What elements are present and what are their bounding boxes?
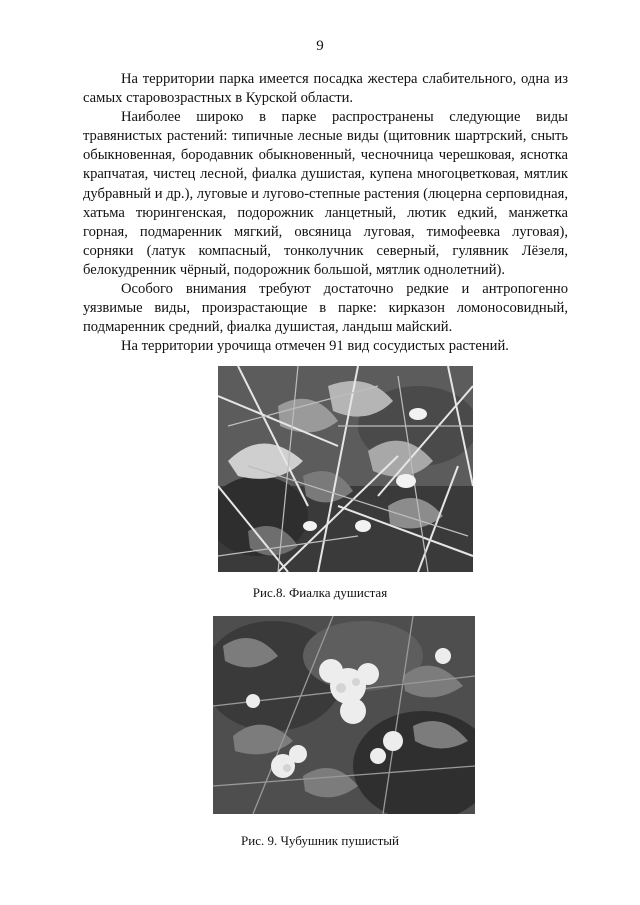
paragraph: На территории урочища отмечен 91 вид сосудистых растений.: [121, 338, 509, 355]
figure-caption: Рис.8. Фиалка душистая: [252, 585, 388, 600]
figure-caption: Рис. 9. Чубушник пушистый: [241, 833, 399, 848]
photo-violet: [218, 366, 473, 572]
body-text: [83, 70, 568, 356]
paragraph: Особого внимания требуют достаточно редкие и антропогенно уязвимые виды, произрастающие в парке: кирказон ломоносовидный, подмаренник средний, фиалка душистая, ландыш майский.: [83, 281, 568, 336]
photo-mock-orange: [213, 616, 475, 814]
page-number: 9: [316, 38, 324, 54]
paragraph: Наиболее широко в парке распространены следующие виды травянистых растений: типичные лесные виды (щитовник шартрский, сныть обыкновенная, бородавник обыкновенный, чесночница черешковая, яснотка крапчатая, чистец лесной, фиалка душистая, купена многоцветковая, мятлик дубравный и др.), луговые и лугово-степные растения (люцерна серповидная, хатьма тюрингенская, подорожник ланцетный, лютик едкий, манжетка горная, подмаренник мягкий, овсяница луговая, тимофеевка луговая), сорняки (латук компасный, тонколучник северный, гулявник Лёзеля, белокудренник чёрный, подорожник большой, мятлик однолетний).: [83, 109, 568, 278]
paragraph: На территории парка имеется посадка жестера слабительного, одна из самых старовозрастных в Курской области.: [83, 71, 568, 107]
